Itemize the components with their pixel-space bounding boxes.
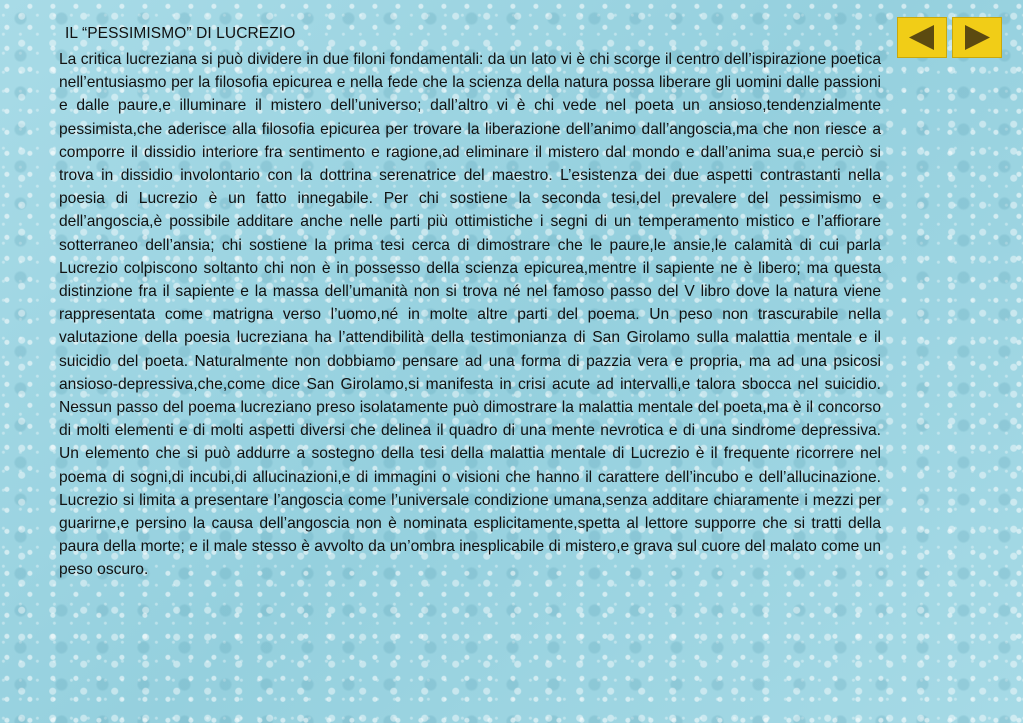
next-slide-button[interactable] [952, 17, 1002, 58]
slide-title: IL “PESSIMISMO” DI LUCREZIO [65, 25, 296, 42]
triangle-right-icon [953, 18, 1001, 57]
previous-slide-button[interactable] [897, 17, 947, 58]
triangle-left-icon [898, 18, 946, 57]
slide-body-text: La critica lucreziana si può dividere in due filoni fondamentali: da un lato vi è chi scorge il centro dell’ispirazione poetica nell’entusiasmo per la filosofia epicurea e nella fede che la scienza della natura possa liberare gli uomini dalle passioni e dalle paure,e illuminare il mistero dell’universo; dall’altro vi è chi vede nel poeta un ansioso,tendenzialmente pessimista,che aderisce alla filosofia epicurea per trovare la liberazione dell’animo dall’angoscia,ma che non riesce a comporre il dissidio interiore fra sentimento e ragione,ad eliminare il mistero dal mondo e dall’anima sua,e perciò si trova in dissidio involontario con la dottrina serenatrice del maestro. L’esistenza dei due aspetti contrastanti nella poesia di Lucrezio è un fatto innegabile. Per chi sostiene la seconda tesi,del prevalere del pessimismo e dell’angoscia,è possibile additare anche nelle parti più ottimistiche i segni di un temperamento mistico e l’affiorare sotterraneo dell’ansia; chi sostiene la prima tesi cerca di dimostrare che le paure,le ansie,le calamità di cui parla Lucrezio colpiscono soltanto chi non è in possesso della scienza epicurea,mentre il sapiente ne è libero; ma questa distinzione fra il sapiente e la massa dell’umanità non si trova né nel famoso passo del V libro dove la natura viene rappresentata come matrigna verso l’uomo,né in molte altre parti del poema. Un peso non trascurabile nella valutazione della poesia lucreziana ha l’attendibilità della testimonianza di San Girolamo sulla malattia mentale e il suicidio del poeta. Naturalmente non dobbiamo pensare ad una forma di pazzia vera e propria, ma ad una psicosi ansioso-depressiva,che,come dice San Girolamo,si manifesta in crisi acute ad intervalli,e talora sbocca nel suicidio. Nessun passo del poema lucreziano preso isolatamente può dimostrare la malattia mentale del poeta,ma è il concorso di molti elementi e di molti aspetti diversi che delinea il quadro di una mente nevrotica e di una sindrome depressiva. Un elemento che si può addurre a sostegno della tesi della malattia mentale di Lucrezio è il frequente ricorrere nel poema di sogni,di incubi,di allucinazioni,e di immagini o visioni che hanno il carattere dell’incubo e dell’allucinazione. Lucrezio si limita a presentare l’angoscia come l’universale condizione umana,senza additare chiaramente i mezzi per guarirne,e persino la causa dell’angoscia non è nominata esplicitamente,spetta al lettore supporre che si tratti della paura della morte; e il male stesso è avvolto da un’ombra inesplicabile di mistero,e grava sul cuore del malato come un peso oscuro. [59, 51, 881, 579]
